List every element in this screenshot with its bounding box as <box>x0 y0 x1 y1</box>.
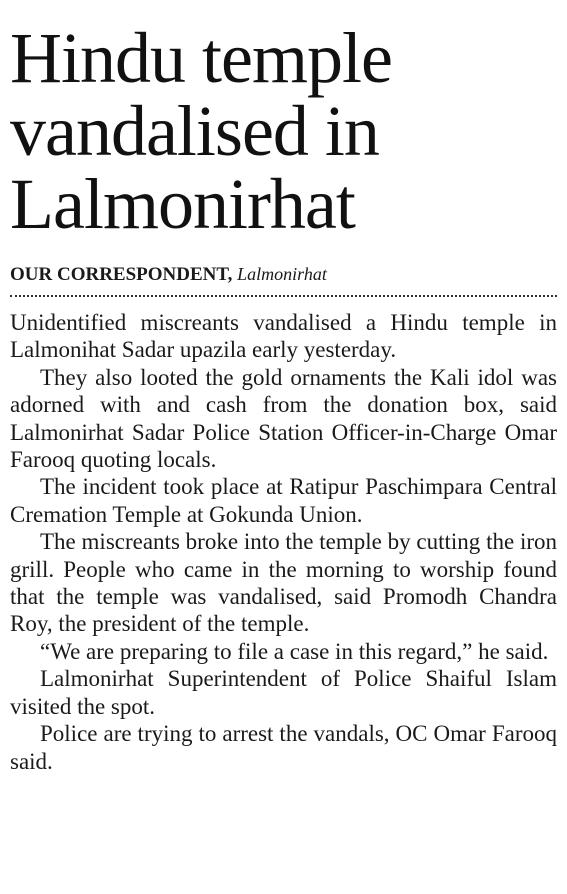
paragraph: “We are preparing to file a case in this regard,” he said. <box>40 638 549 664</box>
paragraph: Police are trying to arrest the vandals, OC Omar Farooq said. <box>10 721 557 774</box>
paragraph: Lalmonirhat Superintendent of Police Shaiful Islam visited the spot. <box>10 666 557 719</box>
byline-location: Lalmonirhat <box>237 264 327 284</box>
byline-correspondent: OUR CORRESPONDENT, <box>10 264 233 285</box>
byline <box>10 263 557 286</box>
headline: Hindu temple vandalised in Lalmonirhat <box>10 18 392 244</box>
paragraph: The incident took place at Ratipur Paschimpara Central Cremation Temple at Gokunda Union. <box>10 474 557 527</box>
paragraph: Unidentified miscreants vandalised a Hindu temple in Lalmonihat Sadar upazila early yesterday. <box>10 310 557 363</box>
dotted-divider <box>10 295 557 297</box>
article-body <box>10 309 557 775</box>
paragraph: The miscreants broke into the temple by cutting the iron grill. People who came in the morning to worship found that the temple was vandalised, said Promodh Chandra Roy, the president of the temple. <box>10 529 557 637</box>
news-article <box>10 18 557 775</box>
paragraph: They also looted the gold ornaments the Kali idol was adorned with and cash from the donation box, said Lalmonirhat Sadar Police Station Officer-in-Charge Omar Farooq quoting locals. <box>10 364 557 473</box>
